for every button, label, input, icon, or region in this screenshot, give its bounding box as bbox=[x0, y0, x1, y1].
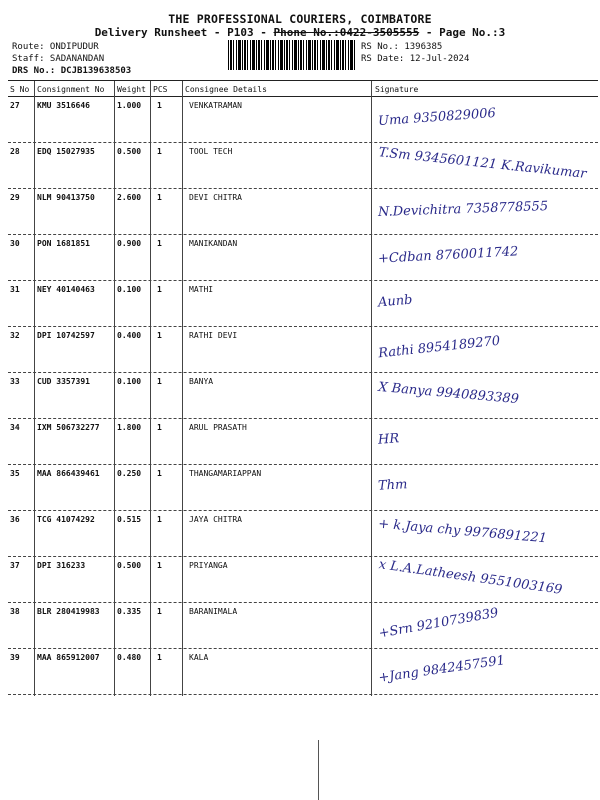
row-sno: 38 bbox=[10, 607, 20, 616]
row-consignee: JAYA CHITRA bbox=[189, 515, 242, 524]
row-weight: 0.500 bbox=[117, 147, 142, 156]
row-consignee: BANYA bbox=[189, 377, 214, 386]
row-pcs: 1 bbox=[157, 147, 162, 156]
row-sno: 32 bbox=[10, 331, 20, 340]
runsheet-prefix: Delivery Runsheet - P103 - bbox=[94, 26, 274, 39]
row-separator bbox=[8, 418, 598, 419]
row-pcs: 1 bbox=[157, 193, 162, 202]
row-weight: 0.250 bbox=[117, 469, 142, 478]
row-signature: HR bbox=[377, 431, 400, 448]
row-pcs: 1 bbox=[157, 285, 162, 294]
row-signature: + k.Jaya chy 9976891221 bbox=[377, 516, 548, 547]
rs-number: RS No.: 1396385 bbox=[361, 42, 443, 52]
row-sno: 36 bbox=[10, 515, 20, 524]
row-consignee: ARUL PRASATH bbox=[189, 423, 247, 432]
col-header-consignee: Consignee Details bbox=[185, 85, 267, 94]
table-top-border bbox=[8, 80, 598, 81]
row-signature: +Cdban 8760011742 bbox=[377, 244, 519, 267]
row-separator bbox=[8, 372, 598, 373]
header-bottom-border bbox=[8, 96, 598, 97]
row-separator bbox=[8, 188, 598, 189]
row-consignment-no: TCG 41074292 bbox=[37, 515, 95, 524]
row-consignment-no: MAA 866439461 bbox=[37, 469, 100, 478]
column-divider bbox=[114, 81, 115, 696]
row-sno: 29 bbox=[10, 193, 20, 202]
row-weight: 2.600 bbox=[117, 193, 142, 202]
col-header-weight: Weight bbox=[117, 85, 146, 94]
row-signature: N.Devichitra 7358778555 bbox=[377, 199, 549, 220]
document-title: THE PROFESSIONAL COURIERS, COIMBATORE bbox=[168, 12, 432, 26]
row-signature: X Banya 9940893389 bbox=[377, 379, 520, 408]
row-consignment-no: KMU 3516646 bbox=[37, 101, 90, 110]
col-header-sno: S No bbox=[10, 85, 30, 94]
runsheet-subtitle bbox=[0, 26, 600, 39]
row-consignee: PRIYANGA bbox=[189, 561, 228, 570]
row-sno: 30 bbox=[10, 239, 20, 248]
row-pcs: 1 bbox=[157, 101, 162, 110]
row-consignment-no: NEY 40140463 bbox=[37, 285, 95, 294]
row-weight: 0.500 bbox=[117, 561, 142, 570]
row-sno: 31 bbox=[10, 285, 20, 294]
col-header-pcs: PCS bbox=[153, 85, 168, 94]
row-sno: 39 bbox=[10, 653, 20, 662]
row-consignee: TOOL TECH bbox=[189, 147, 233, 156]
rs-date: RS Date: 12-Jul-2024 bbox=[361, 54, 470, 64]
row-weight: 0.335 bbox=[117, 607, 142, 616]
row-consignee: DEVI CHITRA bbox=[189, 193, 242, 202]
row-weight: 0.900 bbox=[117, 239, 142, 248]
row-consignee: MATHI bbox=[189, 285, 214, 294]
row-consignment-no: MAA 865912007 bbox=[37, 653, 100, 662]
row-pcs: 1 bbox=[157, 607, 162, 616]
row-sno: 28 bbox=[10, 147, 20, 156]
row-pcs: 1 bbox=[157, 423, 162, 432]
row-consignment-no: CUD 3357391 bbox=[37, 377, 90, 386]
row-weight: 0.100 bbox=[117, 285, 142, 294]
row-sno: 35 bbox=[10, 469, 20, 478]
row-consignee: RATHI DEVI bbox=[189, 331, 238, 340]
row-consignee: MANIKANDAN bbox=[189, 239, 238, 248]
drs-number: DRS No.: DCJB139638503 bbox=[12, 66, 132, 76]
row-separator bbox=[8, 602, 598, 603]
row-weight: 0.100 bbox=[117, 377, 142, 386]
row-pcs: 1 bbox=[157, 377, 162, 386]
row-pcs: 1 bbox=[157, 331, 162, 340]
row-weight: 1.800 bbox=[117, 423, 142, 432]
row-weight: 0.400 bbox=[117, 331, 142, 340]
row-weight: 0.515 bbox=[117, 515, 142, 524]
row-pcs: 1 bbox=[157, 561, 162, 570]
row-separator bbox=[8, 326, 598, 327]
row-signature: Rathi 8954189270 bbox=[377, 333, 501, 362]
row-signature: Aunb bbox=[377, 292, 414, 311]
row-consignee: BARANIMALA bbox=[189, 607, 238, 616]
route-label: Route: ONDIPUDUR bbox=[12, 42, 99, 52]
row-separator bbox=[8, 234, 598, 235]
row-pcs: 1 bbox=[157, 469, 162, 478]
row-consignment-no: BLR 280419983 bbox=[37, 607, 100, 616]
col-header-consignment: Consignment No bbox=[37, 85, 105, 94]
barcode bbox=[228, 40, 355, 70]
row-sno: 37 bbox=[10, 561, 20, 570]
row-consignment-no: NLM 90413750 bbox=[37, 193, 95, 202]
row-separator bbox=[8, 648, 598, 649]
row-separator bbox=[8, 694, 598, 695]
row-separator bbox=[8, 142, 598, 143]
row-separator bbox=[8, 464, 598, 465]
column-divider bbox=[371, 81, 372, 696]
row-separator bbox=[8, 280, 598, 281]
row-consignee: THANGAMARIAPPAN bbox=[189, 469, 262, 478]
row-separator bbox=[8, 510, 598, 511]
row-weight: 1.000 bbox=[117, 101, 142, 110]
row-pcs: 1 bbox=[157, 653, 162, 662]
page-number: - Page No.:3 bbox=[419, 26, 506, 39]
col-header-signature: Signature bbox=[375, 85, 419, 94]
row-signature: x L.A.Latheesh 9551003169 bbox=[377, 557, 564, 598]
row-signature: Uma 9350829006 bbox=[377, 105, 497, 130]
row-sno: 34 bbox=[10, 423, 20, 432]
row-consignment-no: EDQ 15027935 bbox=[37, 147, 95, 156]
phone-number: Phone No.:0422-3505555 bbox=[273, 26, 420, 39]
row-consignee: VENKATRAMAN bbox=[189, 101, 242, 110]
row-signature: Thm bbox=[377, 477, 408, 494]
row-sno: 27 bbox=[10, 101, 20, 110]
row-signature: T.Sm 9345601121 K.Ravikumar bbox=[377, 145, 588, 182]
row-sno: 33 bbox=[10, 377, 20, 386]
row-consignment-no: DPI 316233 bbox=[37, 561, 86, 570]
column-divider bbox=[182, 81, 183, 696]
row-consignee: KALA bbox=[189, 653, 209, 662]
staff-label: Staff: SADANANDAN bbox=[12, 54, 105, 64]
row-consignment-no: DPI 10742597 bbox=[37, 331, 95, 340]
row-pcs: 1 bbox=[157, 515, 162, 524]
row-weight: 0.480 bbox=[117, 653, 142, 662]
row-pcs: 1 bbox=[157, 239, 162, 248]
row-signature: +Jang 9842457591 bbox=[377, 653, 506, 686]
row-consignment-no: PON 1681851 bbox=[37, 239, 90, 248]
row-consignment-no: IXM 506732277 bbox=[37, 423, 100, 432]
column-divider bbox=[150, 81, 151, 696]
scan-artifact-line bbox=[318, 740, 319, 800]
row-separator bbox=[8, 556, 598, 557]
row-signature: +Srn 9210739839 bbox=[377, 605, 500, 642]
column-divider bbox=[34, 81, 35, 696]
